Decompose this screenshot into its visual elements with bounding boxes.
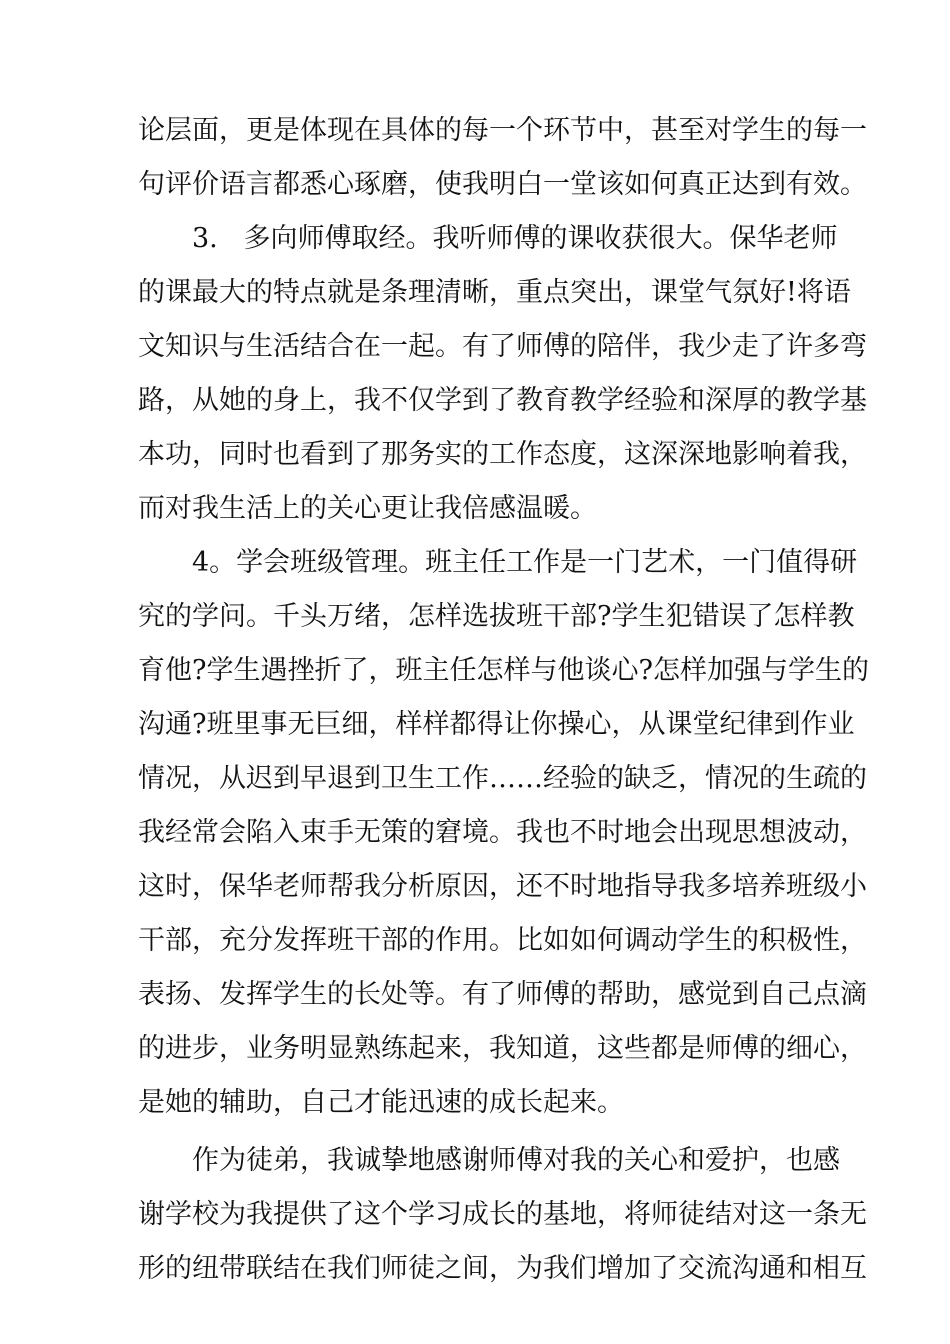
text-line: 路，从她的身上，我不仅学到了教育教学经验和深厚的教学基 bbox=[138, 385, 867, 416]
text-line: 作为徒弟，我诚挚地感谢师傅对我的关心和爱护，也感 bbox=[192, 1145, 840, 1176]
text-line: 干部，充分发挥班干部的作用。比如如何调动学生的积极性， bbox=[138, 925, 867, 956]
text-line: 形的纽带联结在我们师徒之间，为我们增加了交流沟通和相互 bbox=[138, 1253, 867, 1284]
text-line: 3. 多向师傅取经。我听师傅的课收获很大。保华老师 bbox=[192, 223, 838, 254]
text-line: 的课最大的特点就是条理清晰，重点突出，课堂气氛好!将语 bbox=[138, 277, 851, 308]
text-line: 谢学校为我提供了这个学习成长的基地，将师徒结对这一条无 bbox=[138, 1199, 867, 1230]
text-line: 4。学会班级管理。班主任工作是一门艺术，一门值得研 bbox=[192, 547, 858, 578]
text-line: 的进步，业务明显熟练起来，我知道，这些都是师傅的细心， bbox=[138, 1033, 867, 1064]
text-line: 句评价语言都悉心琢磨，使我明白一堂该如何真正达到有效。 bbox=[138, 169, 867, 200]
text-line: 论层面，更是体现在具体的每一个环节中，甚至对学生的每一 bbox=[138, 115, 867, 146]
text-line: 是她的辅助，自己才能迅速的成长起来。 bbox=[138, 1087, 624, 1118]
text-line: 表扬、发挥学生的长处等。有了师傅的帮助，感觉到自己点滴 bbox=[138, 979, 867, 1010]
text-line: 育他?学生遇挫折了，班主任怎样与他谈心?怎样加强与学生的 bbox=[138, 655, 869, 686]
text-line: 而对我生活上的关心更让我倍感温暖。 bbox=[138, 493, 597, 524]
text-line: 这时，保华老师帮我分析原因，还不时地指导我多培养班级小 bbox=[138, 871, 867, 902]
text-line: 我经常会陷入束手无策的窘境。我也不时地会出现思想波动， bbox=[138, 817, 867, 848]
text-line: 究的学问。千头万绪，怎样选拔班干部?学生犯错误了怎样教 bbox=[138, 601, 855, 632]
text-line: 文知识与生活结合在一起。有了师傅的陪伴，我少走了许多弯 bbox=[138, 331, 867, 362]
text-line: 沟通?班里事无巨细，样样都得让你操心，从课堂纪律到作业 bbox=[138, 709, 855, 740]
text-line: 情况，从迟到早退到卫生工作……经验的缺乏，情况的生疏的 bbox=[138, 763, 867, 794]
text-line: 本功，同时也看到了那务实的工作态度，这深深地影响着我， bbox=[138, 439, 867, 470]
